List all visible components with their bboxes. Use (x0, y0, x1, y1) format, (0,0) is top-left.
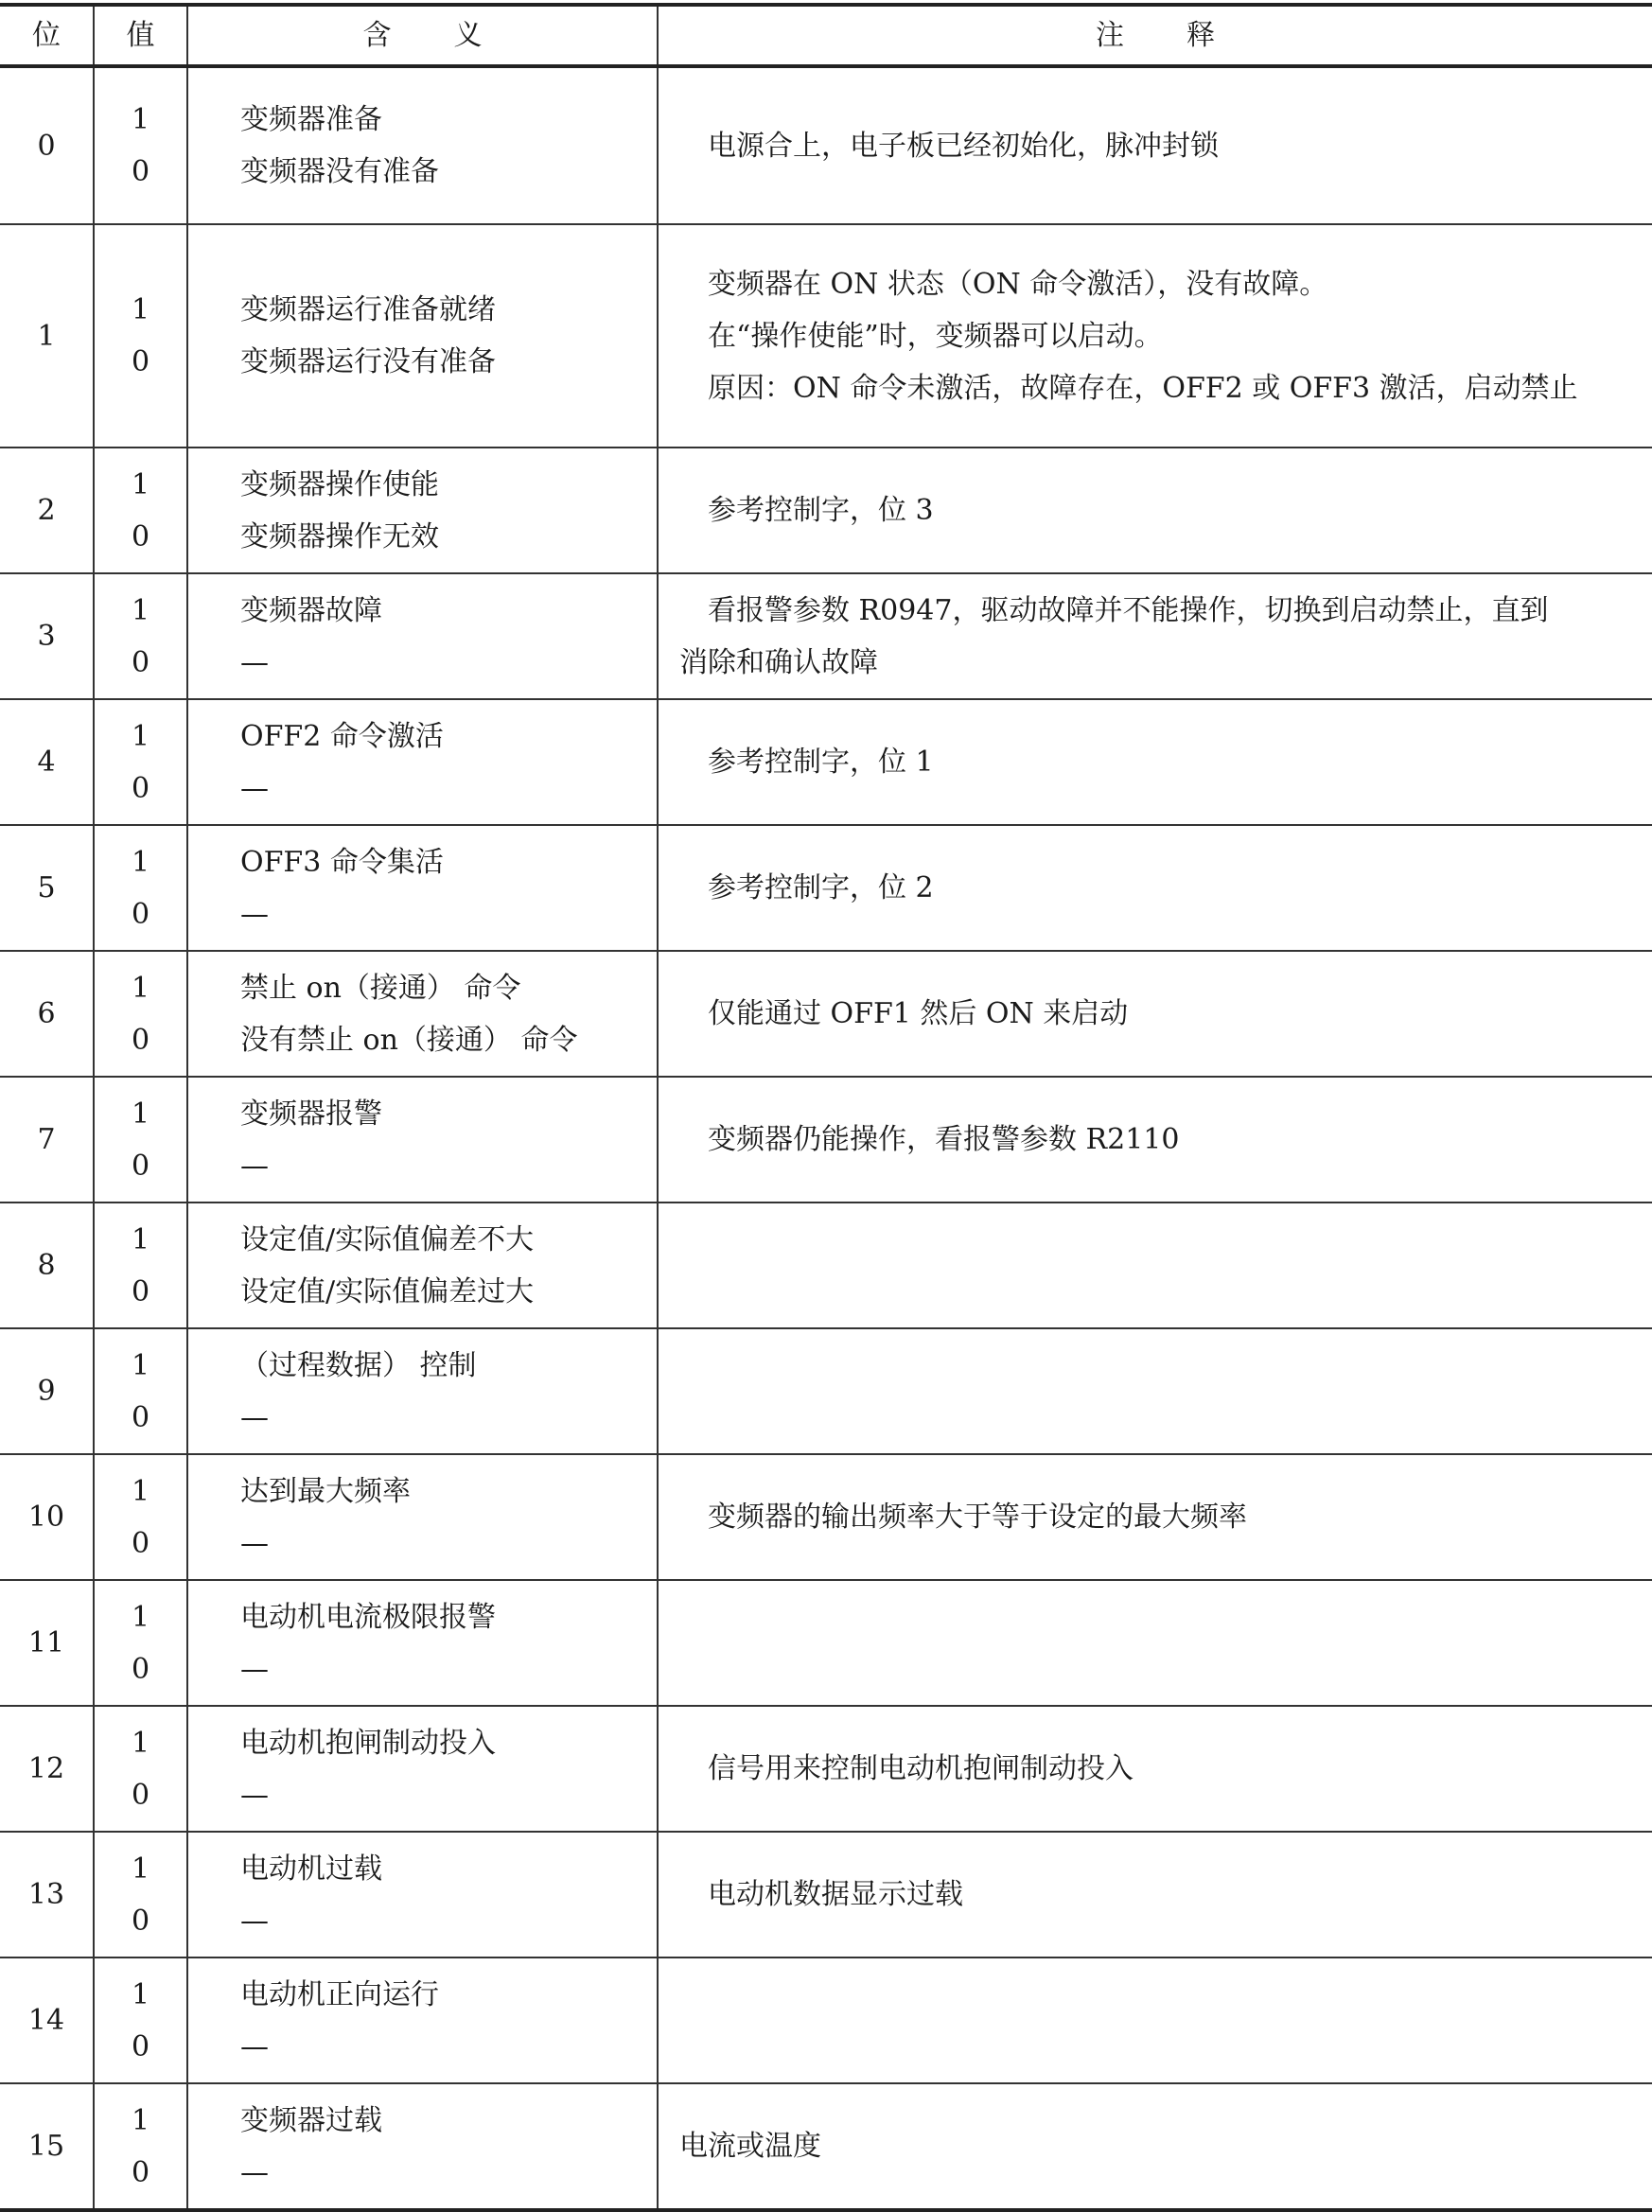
note-line: 看报警参数 R0947，驱动故障并不能操作，切换到启动禁止，直到 (708, 593, 1549, 627)
table-row (0, 66, 1652, 224)
note-cell (658, 1328, 1652, 1454)
note-line: 电流或温度 (679, 2130, 821, 2163)
table-row (0, 1077, 1652, 1203)
value-zero: 0 (131, 645, 150, 679)
value-cell (94, 1832, 187, 1957)
table-body (0, 66, 1652, 2210)
table-row (0, 699, 1652, 825)
header-note: 注释 (658, 5, 1652, 66)
value-zero: 0 (131, 1400, 150, 1434)
value-cell (94, 2083, 187, 2210)
meaning-when-zero: 变频器没有准备 (240, 155, 439, 188)
meaning-cell (187, 1957, 658, 2083)
meaning-when-zero: — (240, 645, 269, 679)
meaning-cell (187, 573, 658, 699)
table-row (0, 2083, 1652, 2210)
meaning-cell (187, 1203, 658, 1328)
note-line: 仅能通过 OFF1 然后 ON 来启动 (708, 997, 1129, 1030)
value-one: 1 (131, 719, 150, 753)
note-line: 变频器在 ON 状态（ON 命令激活），没有故障。 (708, 267, 1328, 301)
note-cell (658, 1706, 1652, 1832)
note-cell (658, 224, 1652, 448)
bit-cell: 11 (0, 1580, 94, 1706)
meaning-cell (187, 1580, 658, 1706)
table-row (0, 951, 1652, 1077)
meaning-when-one: 电动机正向运行 (240, 1977, 439, 2011)
note-cell (658, 825, 1652, 951)
meaning-when-one: （过程数据） 控制 (240, 1348, 477, 1382)
value-one: 1 (131, 293, 150, 326)
note-cell (658, 1077, 1652, 1203)
meaning-when-one: 电动机抱闸制动投入 (240, 1726, 496, 1760)
bit-cell: 9 (0, 1328, 94, 1454)
value-one: 1 (131, 103, 150, 136)
value-zero: 0 (131, 2155, 150, 2189)
note-cell (658, 951, 1652, 1077)
meaning-when-one: OFF2 命令激活 (240, 719, 444, 753)
header-meaning: 含义 (187, 5, 658, 66)
note-cell (658, 573, 1652, 699)
table-row (0, 448, 1652, 573)
meaning-when-one: OFF3 命令集活 (240, 845, 444, 879)
meaning-when-zero: 变频器运行没有准备 (240, 345, 496, 378)
meaning-when-one: 禁止 on（接通） 命令 (240, 971, 521, 1005)
note-cell (658, 2083, 1652, 2210)
value-cell (94, 1454, 187, 1580)
meaning-when-zero: — (240, 1652, 269, 1686)
value-one: 1 (131, 1977, 150, 2011)
value-one: 1 (131, 1222, 150, 1256)
bit-cell: 0 (0, 66, 94, 224)
value-zero: 0 (131, 1274, 150, 1308)
table-row (0, 1203, 1652, 1328)
table-row (0, 825, 1652, 951)
value-cell (94, 66, 187, 224)
meaning-when-one: 达到最大频率 (240, 1474, 411, 1508)
bit-cell: 4 (0, 699, 94, 825)
note-line: 变频器仍能操作，看报警参数 R2110 (708, 1123, 1180, 1156)
note-cell (658, 448, 1652, 573)
value-zero: 0 (131, 155, 150, 188)
meaning-when-zero: — (240, 771, 269, 805)
bit-cell: 10 (0, 1454, 94, 1580)
meaning-cell (187, 699, 658, 825)
meaning-when-one: 变频器报警 (240, 1097, 382, 1131)
meaning-cell (187, 66, 658, 224)
value-one: 1 (131, 845, 150, 879)
value-zero: 0 (131, 2029, 150, 2063)
note-line: 参考控制字，位 3 (708, 494, 934, 527)
note-line: 电源合上，电子板已经初始化，脉冲封锁 (708, 129, 1219, 163)
meaning-when-one: 电动机电流极限报警 (240, 1600, 496, 1634)
value-cell (94, 699, 187, 825)
value-zero: 0 (131, 345, 150, 378)
bit-cell: 1 (0, 224, 94, 448)
meaning-when-one: 变频器操作使能 (240, 467, 439, 501)
meaning-cell (187, 825, 658, 951)
bit-cell: 13 (0, 1832, 94, 1957)
bit-cell: 14 (0, 1957, 94, 2083)
value-one: 1 (131, 467, 150, 501)
bit-cell: 2 (0, 448, 94, 573)
table-row (0, 1580, 1652, 1706)
meaning-when-zero: — (240, 897, 269, 931)
table-row (0, 1454, 1652, 1580)
meaning-when-one: 变频器过载 (240, 2103, 382, 2137)
meaning-cell (187, 1328, 658, 1454)
bit-cell: 3 (0, 573, 94, 699)
value-zero: 0 (131, 1149, 150, 1183)
meaning-when-zero: — (240, 2029, 269, 2063)
value-one: 1 (131, 971, 150, 1005)
meaning-cell (187, 1077, 658, 1203)
bit-cell: 7 (0, 1077, 94, 1203)
value-cell (94, 1706, 187, 1832)
meaning-cell (187, 2083, 658, 2210)
status-word-table (0, 3, 1652, 2212)
meaning-cell (187, 1454, 658, 1580)
meaning-when-zero: — (240, 1778, 269, 1812)
value-zero: 0 (131, 1904, 150, 1938)
meaning-when-zero: 设定值/实际值偏差过大 (240, 1274, 535, 1308)
value-cell (94, 1580, 187, 1706)
meaning-cell (187, 1832, 658, 1957)
table-row (0, 1832, 1652, 1957)
header-bit: 位 (0, 5, 94, 66)
meaning-when-zero: — (240, 1526, 269, 1560)
meaning-cell (187, 448, 658, 573)
value-cell (94, 224, 187, 448)
meaning-when-zero: 变频器操作无效 (240, 519, 439, 553)
value-zero: 0 (131, 1652, 150, 1686)
table-row (0, 1328, 1652, 1454)
value-cell (94, 1077, 187, 1203)
table-row (0, 1706, 1652, 1832)
value-cell (94, 1957, 187, 2083)
value-one: 1 (131, 2103, 150, 2137)
value-zero: 0 (131, 1526, 150, 1560)
meaning-when-one: 设定值/实际值偏差不大 (240, 1222, 535, 1256)
meaning-when-zero: — (240, 2155, 269, 2189)
value-cell (94, 1203, 187, 1328)
meaning-when-zero: — (240, 1904, 269, 1938)
note-cell (658, 1580, 1652, 1706)
meaning-when-one: 电动机过载 (240, 1852, 382, 1886)
note-line: 电动机数据显示过载 (708, 1878, 963, 1911)
value-cell (94, 1328, 187, 1454)
value-zero: 0 (131, 1023, 150, 1057)
note-cell (658, 1957, 1652, 2083)
note-line: 参考控制字，位 1 (708, 746, 934, 779)
value-one: 1 (131, 1474, 150, 1508)
bit-cell: 15 (0, 2083, 94, 2210)
meaning-cell (187, 1706, 658, 1832)
bit-cell: 8 (0, 1203, 94, 1328)
value-cell (94, 951, 187, 1077)
value-zero: 0 (131, 519, 150, 553)
note-line: 参考控制字，位 2 (708, 871, 934, 904)
meaning-when-zero: 没有禁止 on（接通） 命令 (240, 1023, 578, 1057)
note-cell (658, 699, 1652, 825)
value-one: 1 (131, 1097, 150, 1131)
note-line: 变频器的输出频率大于等于设定的最大频率 (708, 1501, 1247, 1534)
meaning-when-one: 变频器准备 (240, 103, 382, 136)
value-zero: 0 (131, 897, 150, 931)
meaning-when-zero: — (240, 1149, 269, 1183)
bit-cell: 12 (0, 1706, 94, 1832)
note-line: 消除和确认故障 (679, 645, 878, 679)
table-row (0, 224, 1652, 448)
value-cell (94, 573, 187, 699)
value-one: 1 (131, 1600, 150, 1634)
meaning-when-one: 变频器运行准备就绪 (240, 293, 496, 326)
header-value: 值 (94, 5, 187, 66)
note-cell (658, 1203, 1652, 1328)
value-one: 1 (131, 1348, 150, 1382)
value-zero: 0 (131, 1778, 150, 1812)
note-line: 原因：ON 命令未激活，故障存在，OFF2 或 OFF3 激活，启动禁止 (708, 371, 1578, 405)
note-line: 信号用来控制电动机抱闸制动投入 (708, 1752, 1134, 1785)
table-row (0, 573, 1652, 699)
note-cell (658, 1454, 1652, 1580)
meaning-cell (187, 951, 658, 1077)
note-cell (658, 66, 1652, 224)
value-one: 1 (131, 1726, 150, 1760)
meaning-cell (187, 224, 658, 448)
value-zero: 0 (131, 771, 150, 805)
value-one: 1 (131, 1852, 150, 1886)
meaning-when-one: 变频器故障 (240, 593, 382, 627)
header-row (0, 5, 1652, 66)
note-line: 在“操作使能”时，变频器可以启动。 (708, 319, 1163, 353)
note-cell (658, 1832, 1652, 1957)
value-cell (94, 825, 187, 951)
meaning-when-zero: — (240, 1400, 269, 1434)
table-row (0, 1957, 1652, 2083)
bit-cell: 6 (0, 951, 94, 1077)
value-cell (94, 448, 187, 573)
value-one: 1 (131, 593, 150, 627)
bit-cell: 5 (0, 825, 94, 951)
